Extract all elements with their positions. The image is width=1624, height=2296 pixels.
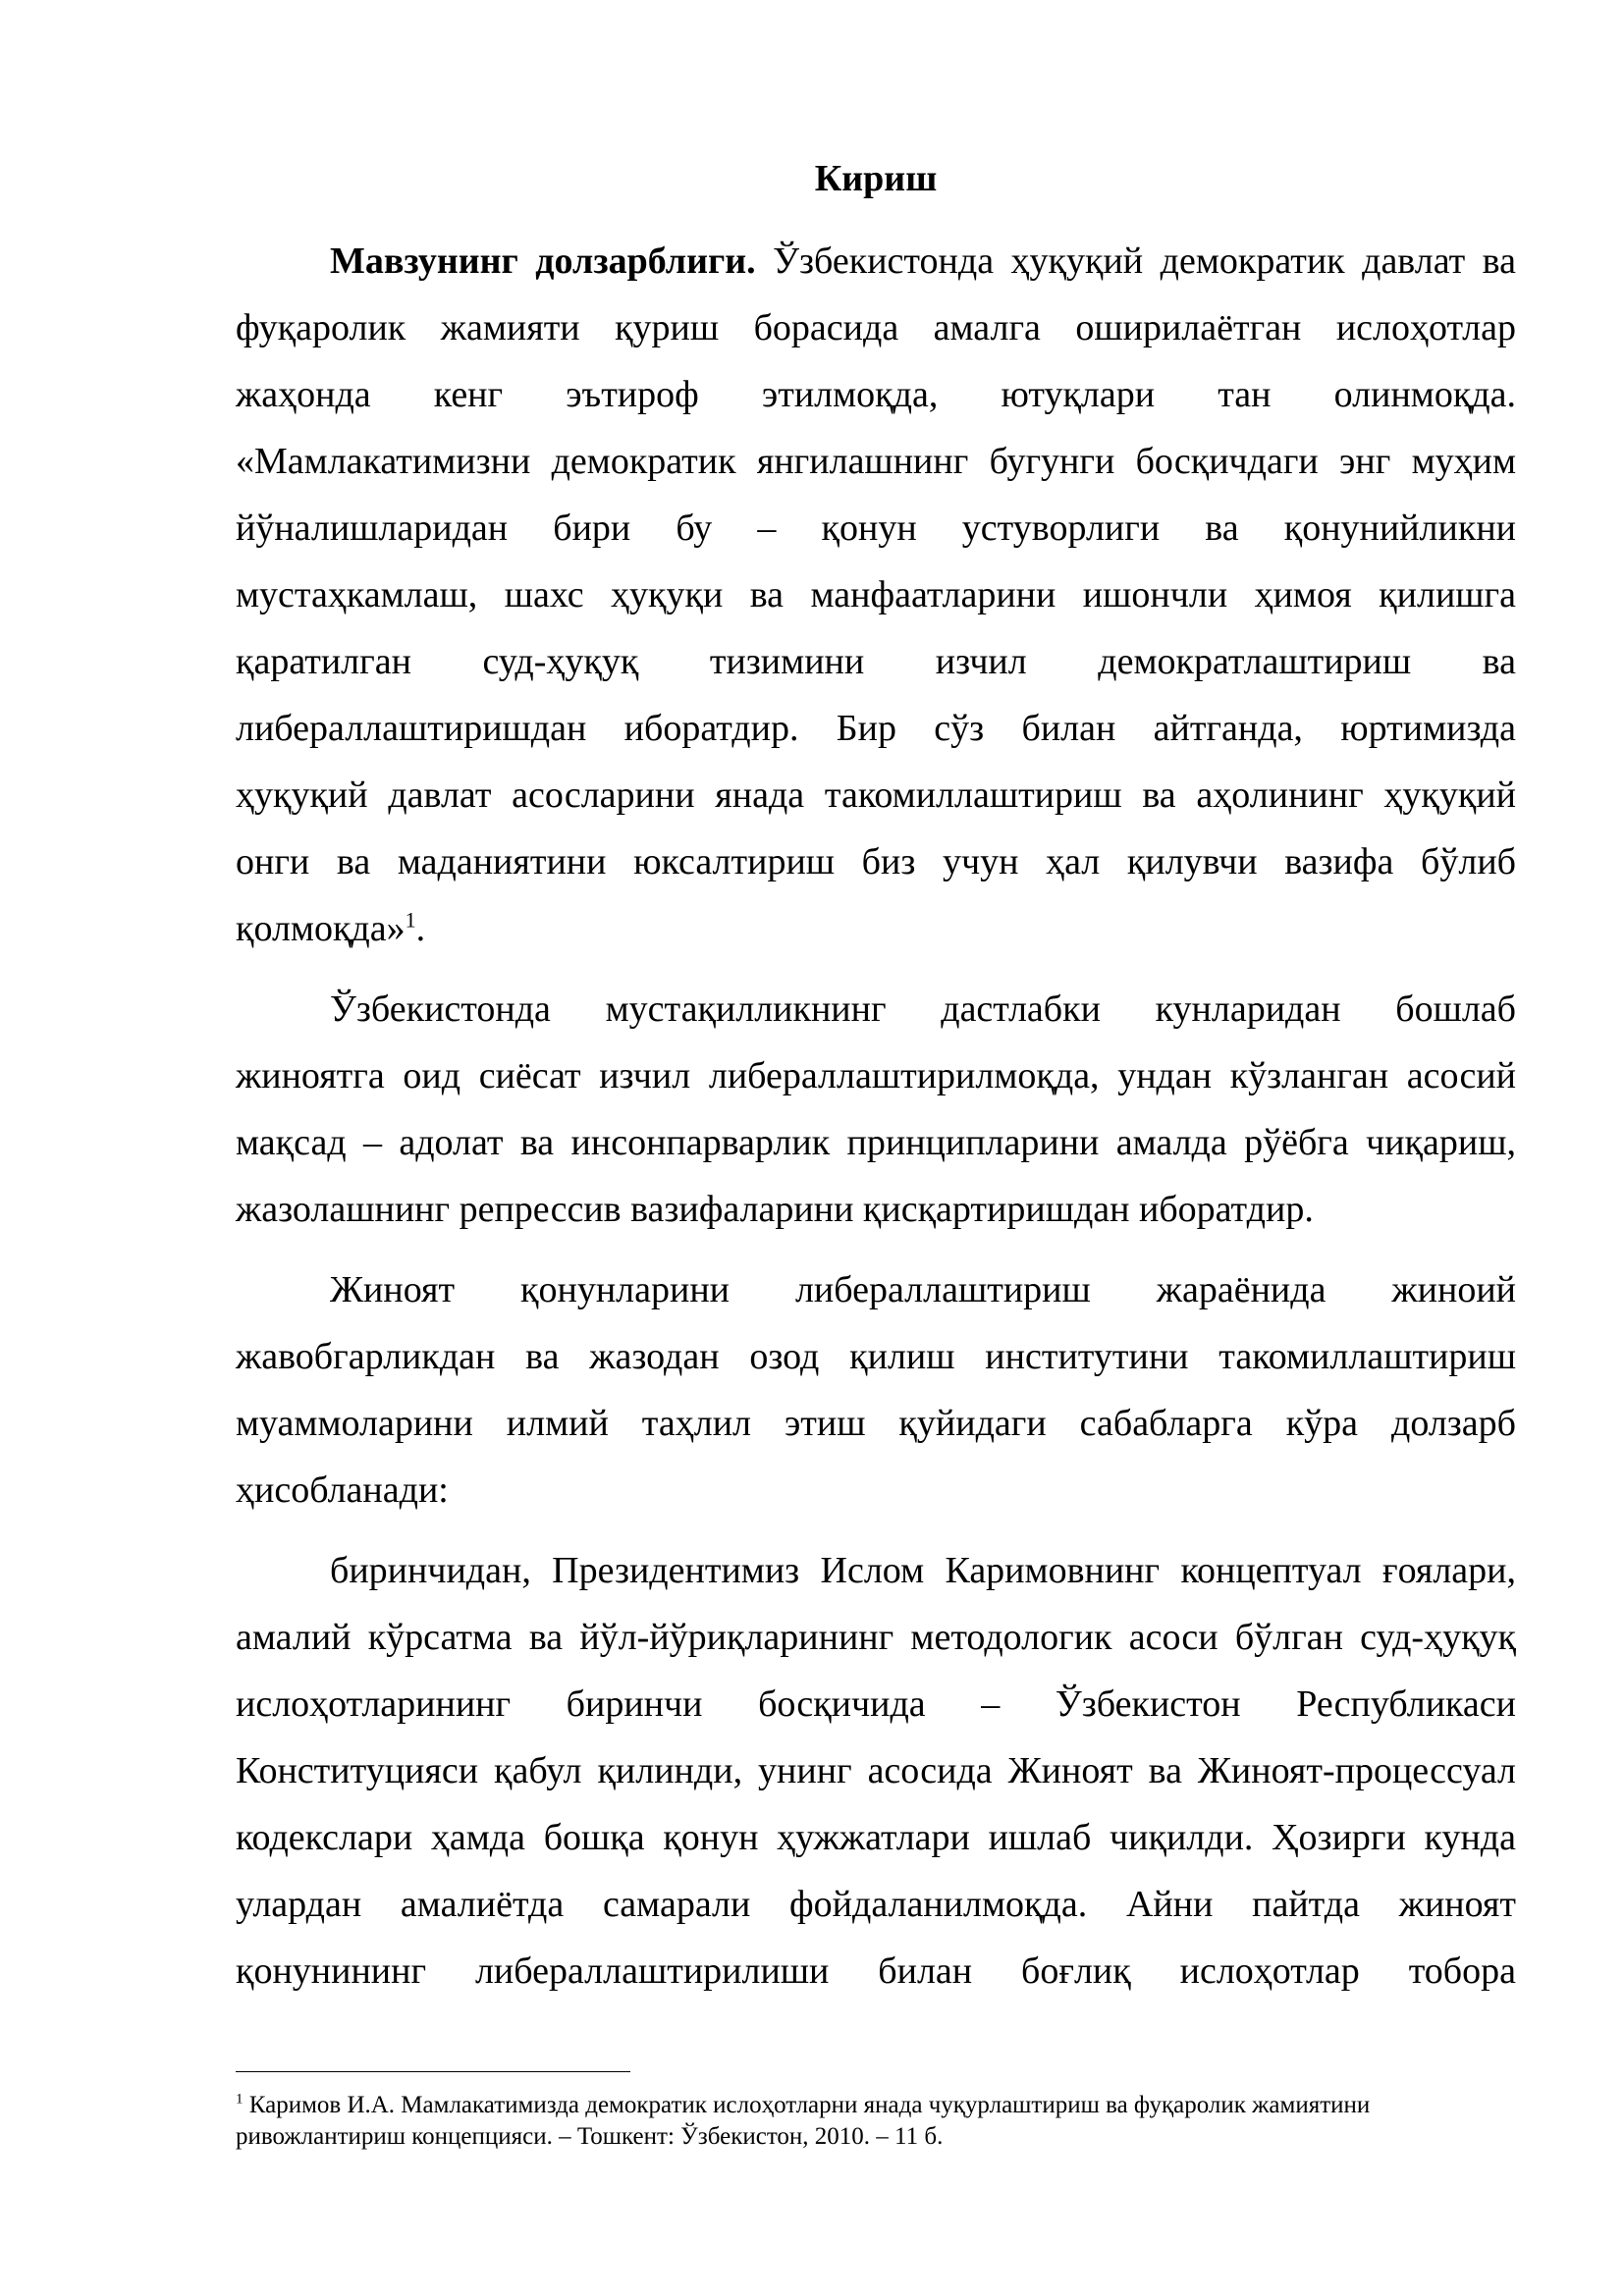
paragraph — [236, 976, 1516, 1243]
text-line: амалий кўрсатма ва йўл-йўриқларининг методологик асоси бўлган суд-ҳуқуқ — [236, 1617, 1516, 1658]
paragraph — [236, 1256, 1516, 1523]
footnote — [236, 2090, 1516, 2153]
footnote-line: ривожлантириш концепцияси. – Тошкент: Ўзбекистон, 2010. – 11 б. — [236, 2123, 944, 2150]
text-line: мустаҳкамлаш, шахс ҳуқуқи ва манфаатларини ишончли ҳимоя қилишга — [236, 574, 1516, 615]
text-line: биринчидан, Президентимиз Ислом Каримовнинг концептуал ғоялари, — [330, 1550, 1516, 1591]
footnote-separator — [236, 2071, 630, 2072]
footnote-reference[interactable]: 1 — [405, 907, 416, 933]
footnote-line: $^1$ Каримов И.А. Мамлакатимизда демократик ислоҳотларни янада чуқурлаштириш ва фуқаролик жамиятини — [236, 2091, 1371, 2118]
paragraph-relevance — [236, 228, 1516, 962]
text-line: «Мамлакатимизни демократик янгилашнинг бугунги босқичдаги энг муҳим — [236, 441, 1516, 482]
text-line: мақсад – адолат ва инсонпарварлик принципларини амалда рўёбга чиқариш, — [236, 1122, 1516, 1163]
text-line: қаратилган суд-ҳуқуқ тизимини изчил демократлаштириш ва — [236, 641, 1516, 682]
text-line: онги ва маданиятини юксалтириш биз учун ҳал қилувчи вазифа бўлиб — [236, 841, 1516, 882]
text-line: жаҳонда кенг эътироф этилмоқда, ютуқлари тан олинмоқда. — [236, 374, 1516, 415]
text-line: улардан амалиётда самарали фойдаланилмоқда. Айни пайтда жиноят — [236, 1884, 1516, 1925]
text-line: қолмоқда»$^1$. — [236, 907, 426, 949]
text-line: жиноятга оид сиёсат изчил либераллаштирилмоқда, ундан кўзланган асосий — [236, 1055, 1516, 1096]
text-line: кодекслари ҳамда бошқа қонун ҳужжатлари ишлаб чиқилди. Ҳозирги кунда — [236, 1817, 1516, 1858]
text-line: либераллаштиришдан иборатдир. Бир сўз билан айтганда, юртимизда — [236, 708, 1516, 749]
text-line: ҳисобланади: — [236, 1469, 449, 1511]
text-line: фуқаролик жамияти қуриш борасида амалга оширилаётган ислоҳотлар — [236, 307, 1516, 348]
text-line: Мавзунинг долзарблиги. Ўзбекистонда ҳуқуқий демократик давлат ва — [330, 240, 1516, 282]
paragraph — [236, 1537, 1516, 2004]
text-line: жавобгарликдан ва жазодан озод қилиш институтини такомиллаштириш — [236, 1336, 1516, 1377]
page-title: Кириш — [814, 158, 938, 199]
text-line: йўналишларидан бири бу – қонун устуворлиги ва қонунийликни — [236, 507, 1516, 549]
text-line: муаммоларини илмий таҳлил этиш қуйидаги сабабларга кўра долзарб — [236, 1403, 1516, 1444]
text-line: Ўзбекистонда мустақилликнинг дастлабки кунларидан бошлаб — [330, 988, 1516, 1030]
text-line: ислоҳотларининг биринчи босқичида – Ўзбекистон Республикаси — [236, 1683, 1516, 1725]
text-line: ҳуқуқий давлат асосларини янада такомиллаштириш ва аҳолининг ҳуқуқий — [236, 774, 1516, 816]
text-line: Конституцияси қабул қилинди, унинг асосида Жиноят ва Жиноят-процессуал — [236, 1750, 1516, 1791]
paragraph-lead: Мавзунинг долзарблиги. — [330, 240, 756, 282]
text-line: Жиноят қонунларини либераллаштириш жараёнида жиноий — [330, 1269, 1516, 1310]
text-line: қонунининг либераллаштирилиши билан боғлиқ ислоҳотлар тобора — [236, 1950, 1516, 1992]
body-text — [236, 228, 1516, 2018]
text-line: жазолашнинг репрессив вазифаларини қисқартиришдан иборатдир. — [236, 1189, 1314, 1230]
footnote-number: 1 — [236, 2091, 244, 2108]
